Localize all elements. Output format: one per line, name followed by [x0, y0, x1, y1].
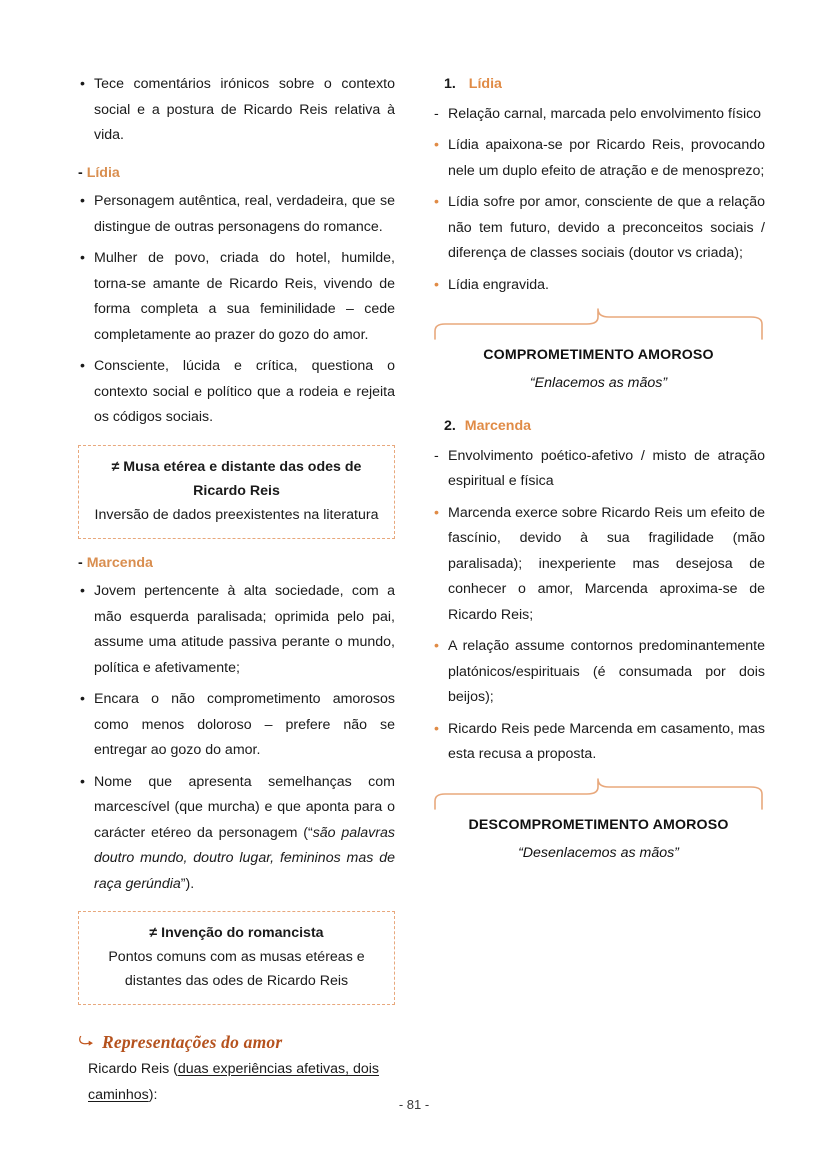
list-item-text: Lídia sofre por amor, consciente de que a relação não tem futuro, devido a preconceitos sociais / diferença de classes sociais (doutor vs criada);: [448, 194, 765, 261]
left-column: [78, 72, 395, 1108]
list-item-text: Mulher de povo, criada do hotel, humilde, torna-se amante de Ricardo Reis, vivendo de forma completa a sua feminilidade – cede completamente ao prazer do gozo do amor.: [94, 250, 395, 343]
section-body-lead: Ricardo Reis (: [88, 1061, 178, 1077]
subheading-label: Marcenda: [86, 554, 153, 571]
list-item: [432, 501, 765, 629]
list-item: [432, 190, 765, 267]
result-comprometimento: [432, 343, 765, 396]
bullet-dot-icon: •: [434, 720, 439, 737]
dash-marker-icon: -: [434, 447, 439, 464]
list-item-text-tail: ”).: [180, 875, 195, 892]
list-item: [78, 189, 395, 240]
list-item-text-lead: Nome que apresenta semelhanças com marcescível (que murcha) e que aponta para o carácter etéreo da personagem (“: [94, 773, 395, 841]
list-item-dash: [432, 102, 765, 128]
dash-marker: -: [78, 554, 83, 571]
list-item-text: Consciente, lúcida e crítica, questiona o contexto social e político que a rodeia e rejeita os códigos sociais.: [94, 358, 395, 425]
section-body-tail: ):: [148, 1086, 158, 1103]
result-descomprometimento: [432, 813, 765, 866]
list-item-text: Envolvimento poético-afetivo / misto de atração espiritual e física: [448, 447, 765, 489]
bullet-dot-icon: •: [434, 504, 439, 521]
subheading-marcenda: [78, 551, 395, 577]
result-title: DESCOMPROMETIMENTO AMOROSO: [468, 816, 729, 833]
list-item-text: Personagem autêntica, real, verdadeira, que se distingue de outras personagens do romance.: [94, 193, 395, 235]
bullet-dot-icon: •: [80, 193, 85, 209]
hand-pointer-icon: [78, 1033, 95, 1053]
brace-descomprometimento: [432, 777, 765, 811]
numbered-heading-marcenda: [432, 414, 765, 440]
list-number: 2.: [444, 418, 456, 434]
bullet-dot-icon: •: [80, 76, 85, 92]
bullet-dot-icon: •: [434, 137, 439, 153]
list-item-text: Jovem pertencente à alta sociedade, com a mão esquerda paralisada; oprimida pelo pai, assume uma atitude passiva perante o mundo, política e afetivamente;: [94, 583, 395, 676]
result-quote: “Desenlacemos as mãos”: [518, 844, 679, 861]
list-item: [78, 687, 395, 764]
list-item: [432, 717, 765, 768]
bullet-dot-icon: •: [80, 358, 85, 374]
list-number: 1.: [444, 76, 456, 92]
callout-body: Inversão de dados preexistentes na literatura: [94, 506, 379, 523]
list-item-dash: [432, 444, 765, 495]
result-quote: “Enlacemos as mãos”: [529, 375, 668, 391]
bullet-dot-icon: •: [80, 250, 85, 266]
bullet-dot-icon: •: [80, 583, 85, 599]
right-column: [432, 72, 765, 866]
list-item: [78, 354, 395, 431]
dash-marker: -: [78, 164, 83, 181]
callout-title: ≠ Musa etérea e distante das odes de Ricardo Reis: [111, 458, 362, 499]
list-item-text: Tece comentários irónicos sobre o contexto social e a postura de Ricardo Reis relativa à vida.: [94, 76, 395, 143]
list-item: [432, 273, 765, 299]
list-item-text: Marcenda exerce sobre Ricardo Reis um efeito de fascínio, devido à sua fragilidade (mão paralisada); inexperiente mas desejosa de conhecer o amor, Marcenda aproxima-se de Ricardo Reis;: [448, 504, 765, 623]
bullet-dot-icon: •: [434, 638, 439, 654]
list-item-name-etymology: [78, 770, 395, 898]
list-item-text: Ricardo Reis pede Marcenda em casamento, mas esta recusa a proposta.: [448, 720, 765, 762]
section-title: Representações do amor: [102, 1032, 283, 1052]
result-title: COMPROMETIMENTO AMOROSO: [483, 347, 714, 363]
list-item-text: Relação carnal, marcada pelo envolvimento físico: [448, 105, 762, 122]
list-item-text: Lídia apaixona-se por Ricardo Reis, provocando nele um duplo efeito de atração e de menosprezo;: [448, 137, 765, 179]
callout-box-marcenda: [78, 911, 395, 1005]
list-item-text: Encara o não comprometimento amorosos como menos doloroso – prefere não se entregar ao gozo do amor.: [94, 691, 395, 758]
subheading-lidia: [78, 161, 395, 187]
numbered-heading-label: Lídia: [468, 76, 502, 92]
callout-title: ≠ Invenção do romancista: [149, 925, 324, 941]
bullet-dot-icon: •: [80, 691, 85, 707]
page-number: - 81 -: [398, 1097, 430, 1112]
section-body-underlined: duas experiências afetivas, dois caminhos: [88, 1061, 379, 1103]
list-item-text: A relação assume contornos predominantemente platónicos/espirituais (é consumada por dois beijos);: [448, 638, 765, 705]
list-item: [432, 133, 765, 184]
list-item: [78, 579, 395, 681]
list-item: [432, 634, 765, 711]
list-item-text: Lídia engravida.: [448, 276, 549, 293]
callout-box-lidia: [78, 445, 395, 539]
dash-marker-icon: -: [434, 105, 439, 122]
bullet-dot-icon: •: [80, 773, 85, 790]
list-item: [78, 72, 395, 149]
numbered-heading-lidia: [432, 72, 765, 98]
bullet-dot-icon: •: [434, 276, 439, 293]
callout-body: Pontos comuns com as musas etéreas e distantes das odes de Ricardo Reis: [108, 949, 365, 989]
list-item-quote: são palavras doutro mundo, doutro lugar, femininos mas de raça gerúndia: [94, 824, 395, 892]
numbered-heading-label: Marcenda: [464, 418, 532, 434]
subheading-label: Lídia: [86, 164, 120, 181]
list-item: [78, 246, 395, 348]
bullet-dot-icon: •: [434, 194, 439, 210]
brace-comprometimento: [432, 307, 765, 341]
